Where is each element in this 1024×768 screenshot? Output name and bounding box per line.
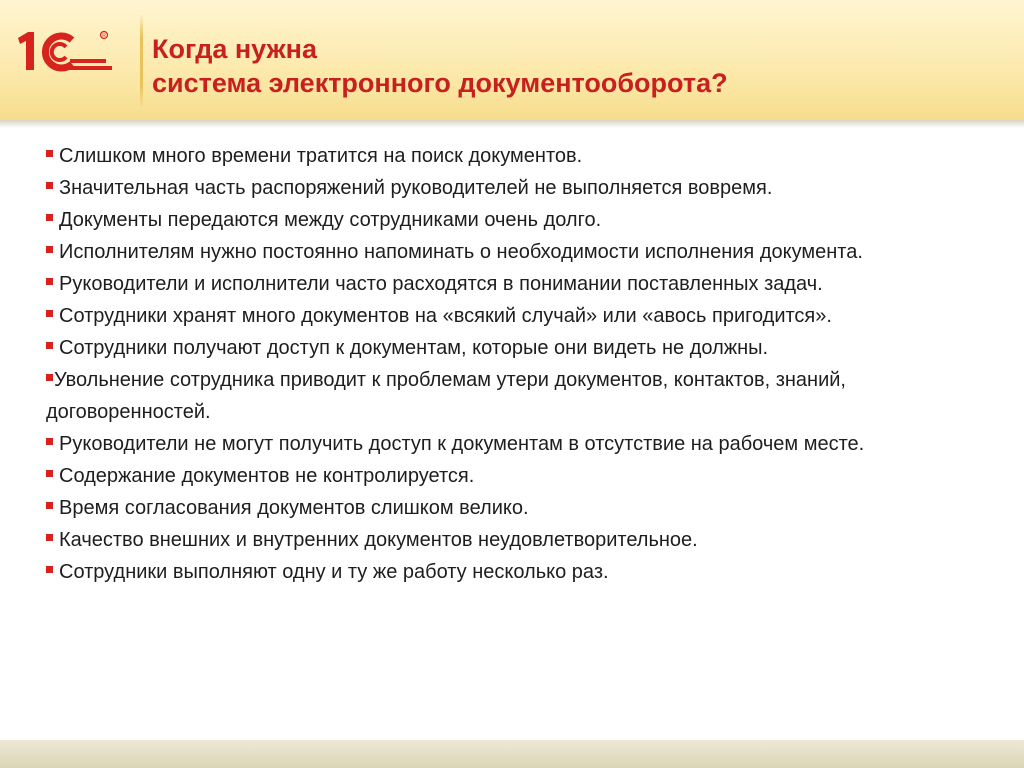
list-item [46, 300, 996, 332]
bullet-icon [46, 534, 53, 541]
bullet-icon [46, 438, 53, 445]
bullet-icon [46, 470, 53, 477]
bullet-icon [46, 278, 53, 285]
list-item-text: Сотрудники хранят много документов на «всякий случай» или «авось пригодится». [59, 305, 832, 327]
bullet-icon [46, 214, 53, 221]
list-item [46, 556, 996, 588]
bullet-icon [46, 182, 53, 189]
bullet-icon [46, 342, 53, 349]
title-line-1: Когда нужна [152, 34, 317, 64]
list-item [46, 460, 996, 492]
list-item-text: Время согласования документов слишком велико. [59, 497, 529, 519]
slide-header [0, 0, 1024, 120]
bullet-list [46, 140, 996, 588]
header-divider [140, 14, 143, 109]
header-shadow [0, 120, 1024, 128]
bullet-icon [46, 310, 53, 317]
list-item-text: Качество внешних и внутренних документов неудовлетворительное. [59, 529, 698, 551]
list-item [46, 236, 996, 268]
list-item-text: Слишком много времени тратится на поиск документов. [59, 145, 583, 167]
list-item-text: Значительная часть распоряжений руководителей не выполняется вовремя. [59, 177, 773, 199]
list-item [46, 364, 996, 428]
list-item [46, 492, 996, 524]
bullet-icon [46, 374, 53, 381]
bullet-icon [46, 566, 53, 573]
list-item-text: Документы передаются между сотрудниками очень долго. [59, 209, 602, 231]
list-item-text: Сотрудники выполняют одну и ту же работу несколько раз. [59, 561, 609, 583]
list-item [46, 204, 996, 236]
list-item-text: Руководители и исполнители часто расходятся в понимании поставленных задач. [59, 273, 823, 295]
title-line-2: система электронного документооборота? [152, 68, 728, 98]
bullet-icon [46, 246, 53, 253]
list-item [46, 428, 996, 460]
bullet-icon [46, 502, 53, 509]
slide-footer-bar [0, 740, 1024, 768]
1c-logo [14, 26, 114, 76]
list-item [46, 172, 996, 204]
list-item-text: Увольнение сотрудника приводит к проблемам утери документов, контактов, знаний, договоренностей. [46, 369, 846, 423]
bullet-icon [46, 150, 53, 157]
list-item [46, 268, 996, 300]
svg-text:R: R [102, 33, 106, 39]
list-item-text: Сотрудники получают доступ к документам, которые они видеть не должны. [59, 337, 769, 359]
page-title [152, 32, 728, 100]
list-item [46, 140, 996, 172]
list-item [46, 524, 996, 556]
list-item [46, 332, 996, 364]
list-item-text: Руководители не могут получить доступ к документам в отсутствие на рабочем месте. [59, 433, 865, 455]
list-item-text: Содержание документов не контролируется. [59, 465, 475, 487]
list-item-text: Исполнителям нужно постоянно напоминать о необходимости исполнения документа. [59, 241, 863, 263]
